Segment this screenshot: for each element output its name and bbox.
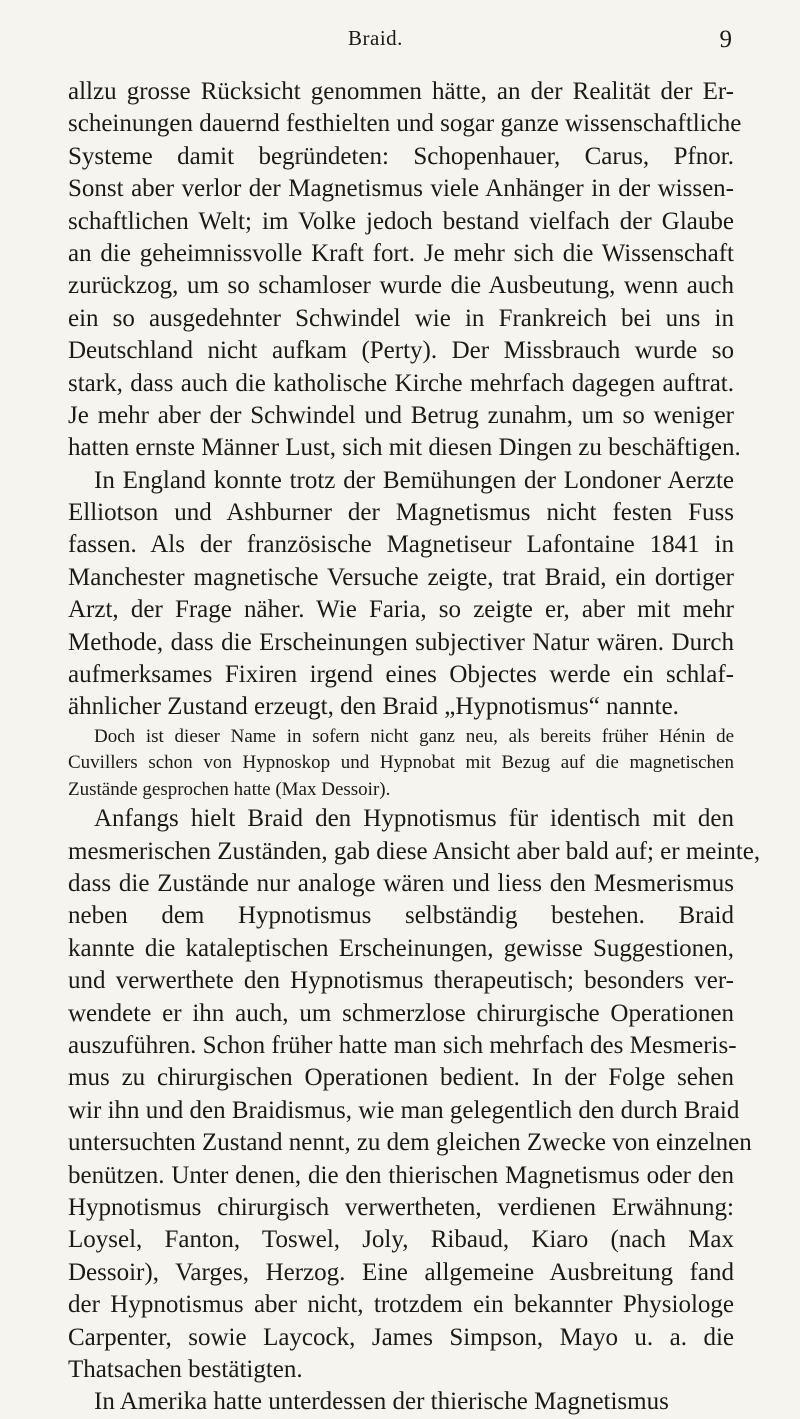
text-line: mesmerischen Zuständen, gab diese Ansicht aber bald auf; er meinte, — [68, 837, 761, 865]
text-line: untersuchten Zustand nennt, zu dem gleichen Zwecke von einzelnen — [68, 1129, 752, 1157]
text-line: benützen. Unter denen, die den thierischen Magnetismus oder den — [68, 1161, 734, 1189]
footnote-line: Zustände gesprochen hatte (Max Dessoir). — [68, 778, 391, 800]
text-line: der Hypnotismus aber nicht, trotzdem ein bekannter Physiologe — [68, 1291, 734, 1319]
text-line: Hypnotismus chirurgisch verwertheten, verdienen Erwähnung: — [68, 1194, 734, 1221]
text-line: Sonst aber verlor der Magnetismus viele Anhänger in der wissen- — [68, 175, 734, 203]
text-line: zurückzog, um so schamloser wurde die Ausbeutung, wenn auch — [68, 272, 734, 300]
text-line: neben dem Hypnotismus selbständig bestehen. Braid — [68, 902, 734, 930]
text-line: Anfangs hielt Braid den Hypnotismus für identisch mit den — [94, 805, 734, 833]
text-line: und verwerthete den Hypnotismus therapeutisch; besonders ver- — [68, 967, 734, 995]
text-line: ähnlicher Zustand erzeugt, den Braid „Hypnotismus“ nannte. — [68, 693, 679, 721]
text-line: Elliotson und Ashburner der Magnetismus nicht festen Fuss — [68, 499, 734, 527]
text-line: Thatsachen bestätigten. — [68, 1355, 303, 1383]
text-line: scheinungen dauernd festhielten und sogar ganze wissenschaftliche — [68, 110, 742, 138]
footnote-line: Doch ist dieser Name in sofern nicht ganz neu, als bereits früher Hénin de — [94, 725, 734, 747]
page-header — [0, 26, 800, 56]
text-line: Arzt, der Frage näher. Wie Faria, so zeigte er, aber mit mehr — [68, 596, 734, 624]
text-line: fassen. Als der französische Magnetiseur Lafontaine 1841 in — [68, 531, 734, 559]
page-number: 9 — [719, 26, 732, 53]
text-line: Dessoir), Varges, Herzog. Eine allgemeine Ausbreitung fand — [68, 1258, 734, 1286]
text-line: allzu grosse Rücksicht genommen hätte, an der Realität der Er- — [68, 78, 734, 105]
body-text — [68, 76, 761, 1419]
text-line: dass die Zustände nur analoge wären und liess den Mesmerismus — [68, 870, 734, 898]
text-line: an die geheimnissvolle Kraft fort. Je mehr sich die Wissenschaft — [68, 239, 734, 267]
text-line: Manchester magnetische Versuche zeigte, trat Braid, ein dortiger — [68, 563, 734, 591]
text-line: mus zu chirurgischen Operationen bedient. In der Folge sehen — [68, 1064, 734, 1092]
text-line: wir ihn und den Braidismus, wie man gelegentlich den durch Braid — [68, 1096, 740, 1124]
text-line: ein so ausgedehnter Schwindel wie in Frankreich bei uns in — [68, 304, 734, 332]
text-line: Je mehr aber der Schwindel und Betrug zunahm, um so weniger — [68, 401, 734, 429]
text-line: Methode, dass die Erscheinungen subjectiver Natur wären. Durch — [68, 628, 734, 656]
text-line: hatten ernste Männer Lust, sich mit diesen Dingen zu beschäftigen. — [68, 434, 741, 462]
footnote-line: Cuvillers schon von Hypnoskop und Hypnobat mit Bezug auf die magnetischen — [68, 752, 734, 774]
text-line: auszuführen. Schon früher hatte man sich mehrfach des Mesmeris- — [68, 1032, 737, 1060]
text-line: aufmerksames Fixiren irgend eines Objectes werde ein schlaf- — [68, 661, 734, 689]
running-head: Braid. — [348, 26, 403, 50]
text-line: In Amerika hatte unterdessen der thierische Magnetismus — [94, 1388, 669, 1416]
text-line: wendete er ihn auch, um schmerzlose chirurgische Operationen — [68, 999, 734, 1027]
text-line: Deutschland nicht aufkam (Perty). Der Missbrauch wurde so — [68, 337, 734, 365]
text-line: In England konnte trotz der Bemühungen der Londoner Aerzte — [94, 466, 734, 494]
text-line: stark, dass auch die katholische Kirche mehrfach dagegen auftrat. — [68, 369, 734, 397]
text-line: Systeme damit begründeten: Schopenhauer, Carus, Pfnor. — [68, 142, 734, 170]
text-line: schaftlichen Welt; im Volke jedoch bestand vielfach der Glaube — [68, 207, 734, 235]
text-line: Loysel, Fanton, Toswel, Joly, Ribaud, Kiaro (nach Max — [68, 1226, 734, 1254]
text-line: Carpenter, sowie Laycock, James Simpson, Mayo u. a. die — [68, 1323, 734, 1351]
text-line: kannte die kataleptischen Erscheinungen, gewisse Suggestionen, — [68, 934, 734, 962]
